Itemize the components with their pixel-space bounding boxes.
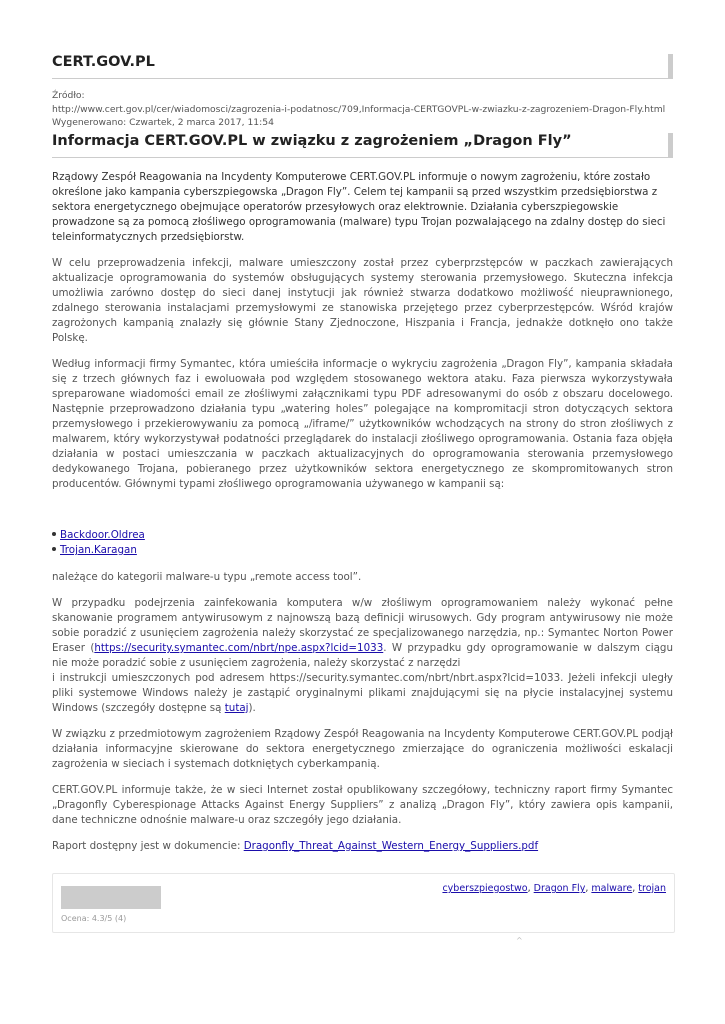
remediation-text-b: . W przypadku gdy oprogramowanie w dalszym ciągu nie może poradzić sobie z usunięciem zagrożenia, należy skorzystać z narzędzi: [52, 642, 673, 669]
link-norton-power-eraser[interactable]: https://security.symantec.com/nbrt/npe.aspx?lcid=1033: [94, 642, 384, 654]
malware-list: [52, 528, 673, 558]
paragraph-infection: W celu przeprowadzenia infekcji, malware umieszczony został przez cyberprzstępców w paczkach zawierających aktualizacje oprogramowania do systemów obsługujących systemy sterowania przemysłowego. Skuteczna infekcja umożliwia zarówno dostęp do sieci danej instytucji jak również stwarza dodatkowo możliwość nieuprawnionego, zdalnego sterowania instalacjami przemysłowymi ze stanowiska przejętego przez cyberprzestępców. Wśród krajów zagrożonych kampanią znalazły się głównie Stany Zjednoczone, Hiszpania i Francja, jednakże dotknęło ono także Polskę.: [52, 257, 673, 344]
source-label: Źródło:: [52, 90, 85, 101]
rating-bar[interactable]: [61, 886, 161, 909]
site-title: CERT.GOV.PL: [52, 54, 155, 70]
site-header: [52, 54, 673, 79]
footer-box: [52, 873, 675, 933]
paragraph-remediation: [52, 596, 673, 716]
tag-trojan[interactable]: trojan: [638, 883, 666, 894]
remediation-text-d: ).: [248, 702, 256, 714]
tag-cyberszpiegostwo[interactable]: cyberszpiegostwo: [442, 883, 528, 894]
title-accent-bar: [668, 133, 673, 157]
link-trojan-karagan[interactable]: Trojan.Karagan: [60, 544, 137, 556]
article-content: [52, 170, 673, 865]
list-item: [52, 528, 673, 543]
link-tutaj[interactable]: tutaj: [224, 702, 249, 714]
remediation-text-c: i instrukcji umieszczonych pod adresem https://security.symantec.com/nbrt/nbrt.aspx?lcid=1033. Jeżeli infekcji uległy pliki systemowe Windows należy je zastąpić oryginalnymi plikami znajdującymi się na płycie instalacyjnej systemu Windows (szczegóły dostępne są: [52, 672, 673, 714]
tag-malware[interactable]: malware: [591, 883, 633, 894]
paragraph-intro: Rządowy Zespół Reagowania na Incydenty Komputerowe CERT.GOV.PL informuje o nowym zagrożeniu, które zostało określone jako kampania cyberszpiegowska „Dragon Fly”. Celem tej kampanii są przed wszystkim przedsiębiorstwa z sektora energetycznego obejmujące operatorów przesyłowych oraz elektrownie. Działania cyberszpiegowskie prowadzone są za pomocą złośliwego oprogramowania (malware) typu Trojan pozwalającego na zdalny dostęp do sieci teleinformatycznych przedsiębiorstw.: [52, 171, 666, 243]
paragraph-symantec: Według informacji firmy Symantec, która umieściła informacje o wykryciu zagrożenia „Dragon Fly”, kampania składała się z trzech głównych faz i ewoluowała pod względem stosowanego wektora ataku. Faza pierwsza wykorzystywała spreparowane wiadomości email ze złośliwymi załącznikami typu PDF adresowanymi do osób z obszaru docelowego. Następnie przeprowadzono działania typu „watering holes” polegające na kompromitacji stron dotyczących sektora przemysłowego i przekierowywaniu za pomocą „/iframe/” użytkowników wchodzących na strony do stron złośliwych z malwarem, który wykorzystywał podatności przeglądarek do instalacji złośliwego oprogramowania. Ostania faza objęła działania w postaci umieszczania w paczkach aktualizacyjnych do oprogramowania sterowania przemysłowego dedykowanego Trojana, pobieranego przez użytkowników sektora energetycznego ze skompromitowanych stron producentów. Głównymi typami złośliwego oprogramowania używanego w kampanii są:: [52, 358, 673, 490]
source-url: http://www.cert.gov.pl/cer/wiadomosci/zagrozenia-i-podatnosc/709,Informacja-CERTGOVPL-w-zwiazku-z-zagrozeniem-Dragon-Fly.html: [52, 103, 666, 115]
rating-text: Ocena: 4.3/5 (4): [61, 914, 127, 923]
link-backdoor-oldrea[interactable]: Backdoor.Oldrea: [60, 529, 145, 541]
tag-dragon-fly[interactable]: Dragon Fly: [533, 883, 586, 894]
paragraph-actions: W związku z przedmiotowym zagrożeniem Rządowy Zespół Reagowania na Incydenty Komputerowe CERT.GOV.PL podjął działania informacyjne skierowane do sektora energetycznego zmierzające do ograniczenia możliwości eskalacji zagrożenia w sieciach i systemach dotkniętych cyberkampanią.: [52, 728, 673, 770]
tag-list: cyberszpiegostwo, Dragon Fly, malware, trojan: [442, 883, 666, 894]
article-title: Informacja CERT.GOV.PL w związku z zagrożeniem „Dragon Fly”: [52, 133, 572, 149]
bullet-icon: [52, 547, 56, 551]
meta-block: [52, 89, 673, 130]
paragraph-category: należące do kategorii malware-u typu „remote access tool”.: [52, 571, 362, 583]
document-label: Raport dostępny jest w dokumencie:: [52, 840, 244, 852]
list-item: [52, 543, 673, 558]
bullet-icon: [52, 532, 56, 536]
header-accent-bar: [668, 54, 673, 78]
remediation-text-a: W przypadku podejrzenia zainfekowania komputera w/w złośliwym oprogramowaniem należy wykonać pełne skanowanie programem antywirusowym z najnowszą bazą definicji wirusowych. Gdy program antywirusowy nie może sobie poradzić z usunięciem zagrożenia należy skorzystać ze specjalizowanego narzędzia, np.: Symantec Norton Power Eraser (: [52, 597, 673, 654]
link-report-pdf[interactable]: Dragonfly_Threat_Against_Western_Energy_Suppliers.pdf: [243, 840, 539, 852]
paragraph-report: CERT.GOV.PL informuje także, że w sieci Internet został opublikowany szczegółowy, techniczny raport firmy Symantec „Dragonfly Cyberespionage Attacks Against Energy Suppliers” z analizą „Dragon Fly”, który zawiera opis kampanii, dane techniczne odnośnie malware-u oraz szczegóły jego działania.: [52, 784, 673, 826]
scroll-top-icon[interactable]: ^: [516, 936, 523, 945]
article-title-block: [52, 133, 673, 158]
paragraph-document: [52, 839, 673, 854]
generated-date: Wygenerowano: Czwartek, 2 marca 2017, 11:54: [52, 117, 274, 128]
